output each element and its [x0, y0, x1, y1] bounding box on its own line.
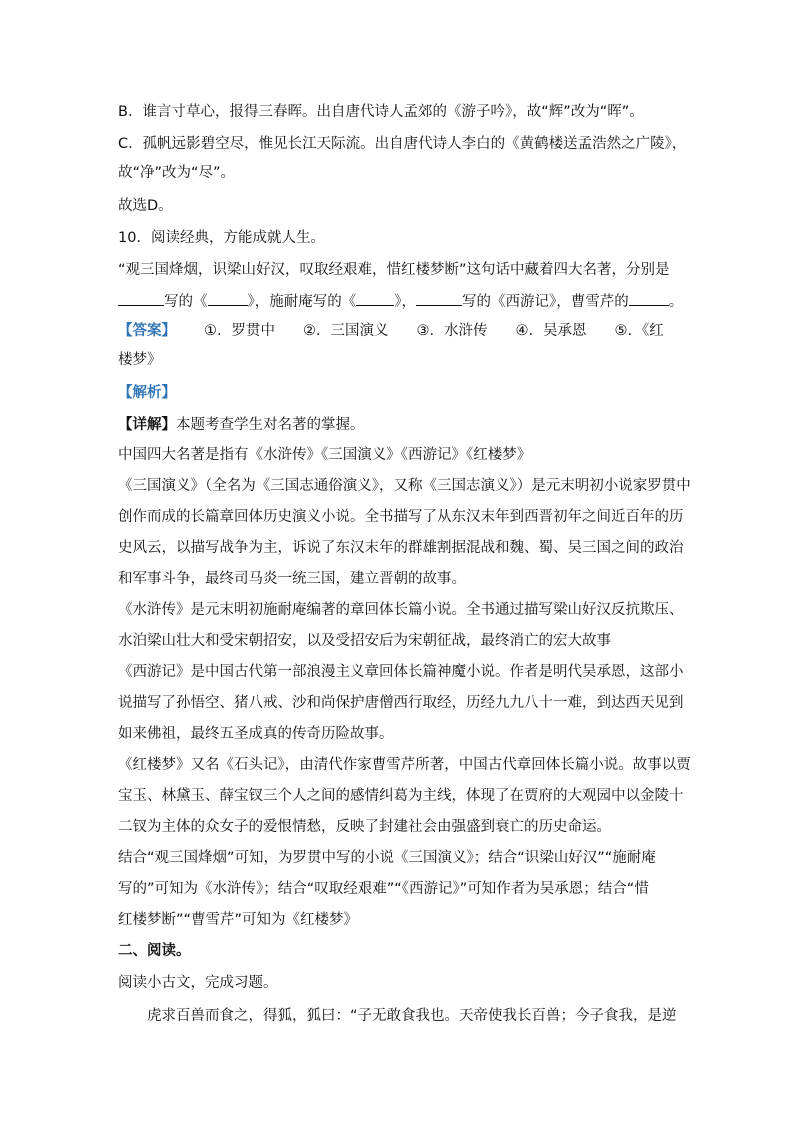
analysis-paragraph: 宝玉、林黛玉、薛宝钗三个人之间的感情纠葛为主线，体现了在贾府的大观园中以金陵十	[118, 788, 684, 804]
analysis-paragraph: 创作而成的长篇章回体历史演义小说。全书描写了从东汉末年到西晋初年之间近百年的历	[118, 509, 684, 525]
question-10-blanks: 写的《 》，施耐庵写的《 》， 写的《西游记》，曹雪芹的 。	[118, 291, 678, 312]
analysis-paragraph: 《三国演义》（全名为《三国志通俗演义》，又称《三国志演义》）是元末明初小说家罗贯中	[118, 478, 691, 494]
answer-4: ④．吴承恩	[515, 323, 587, 339]
answer-3: ③．水浒传	[416, 323, 488, 339]
analysis-paragraph: 中国四大名著是指有《水浒传》《三国演义》《西游记》《红楼梦》	[118, 447, 532, 463]
analysis-paragraph: 水泊梁山壮大和受宋朝招安，以及受招安后为宋朝征战，最终消亡的宏大故事	[118, 633, 611, 649]
question-10-prompt: “观三国烽烟，识梁山好汉，叹取经艰难，惜红楼梦断”这句话中藏着四大名著，分别是	[118, 262, 670, 278]
option-c-text-cont: 故“净”改为“尽”。	[118, 165, 236, 181]
analysis-label: 【解析】	[118, 385, 176, 401]
reading-passage: 虎求百兽而食之，得狐，狐曰：“子无敢食我也。天帝使我长百兽；今子食我，是逆	[147, 1008, 677, 1024]
answer-2: ②．三国演义	[303, 323, 389, 339]
detail-label: 【详解】	[118, 417, 176, 433]
blank-5[interactable]	[629, 291, 669, 306]
analysis-paragraph: 写的”可知为《水浒传》；结合“叹取经艰难”“《西游记》”可知作者为吴承恩；结合“惜	[118, 881, 649, 897]
question-10-title: 10．阅读经典，方能成就人生。	[118, 230, 325, 246]
option-b-text: B．谁言寸草心，报得三春晖。出自唐代诗人孟郊的《游子吟》，故“辉”改为“晖”。	[118, 104, 644, 120]
answer-1: ①．罗贯中	[204, 323, 275, 339]
blank-1[interactable]	[118, 291, 164, 306]
blank-2[interactable]	[208, 291, 248, 306]
analysis-paragraph: 《水浒传》是元末明初施耐庵编著的章回体长篇小说。全书通过描写梁山好汉反抗欺压、	[118, 602, 684, 618]
section-heading: 二、阅读。	[118, 943, 191, 959]
analysis-paragraph: 史风云，以描写战争为主，诉说了东汉末年的群雄割据混战和魏、蜀、吴三国之间的政治	[118, 540, 684, 556]
answer-label: 【答案】	[118, 323, 176, 339]
analysis-paragraph: 和军事斗争，最终司马炎一统三国，建立晋朝的故事。	[118, 571, 466, 587]
analysis-paragraph: 二钗为主体的众女子的爱恨情愁，反映了封建社会由强盛到衰亡的历史命运。	[118, 819, 611, 835]
analysis-paragraph: 红楼梦断”“曹雪芹”可知为《红楼梦》	[118, 912, 359, 928]
analysis-paragraph: 《西游记》是中国古代第一部浪漫主义章回体长篇神魔小说。作者是明代吴承恩，这部小	[118, 664, 684, 680]
analysis-paragraph: 《红楼梦》又名《石头记》，由清代作家曹雪芹所著，中国古代章回体长篇小说。故事以贾	[118, 757, 691, 773]
analysis-paragraph: 结合“观三国烽烟”可知，为罗贯中写的小说《三国演义》；结合“识梁山好汉”“施耐庵	[118, 850, 656, 866]
analysis-paragraph: 如来佛祖，最终五圣成真的传奇历险故事。	[118, 726, 394, 742]
blank-4[interactable]	[416, 291, 462, 306]
reading-instruction: 阅读小古文，完成习题。	[118, 975, 278, 991]
blank-3[interactable]	[356, 291, 394, 306]
option-c-text: C．孤帆远影碧空尽，惟见长江天际流。出自唐代诗人李白的《黄鹤楼送孟浩然之广陵》，	[118, 136, 687, 152]
detail-text: 本题考查学生对名著的掌握。	[176, 417, 365, 433]
choice-conclusion: 故选D。	[118, 198, 173, 214]
analysis-paragraph: 说描写了孙悟空、猪八戒、沙和尚保护唐僧西行取经，历经九九八十一难，到达西天见到	[118, 695, 684, 711]
answer-line	[118, 321, 678, 341]
answer-line-cont: 楼梦》	[118, 352, 162, 368]
detail-line	[118, 415, 678, 435]
answer-5: ⑤．《红	[614, 323, 664, 339]
